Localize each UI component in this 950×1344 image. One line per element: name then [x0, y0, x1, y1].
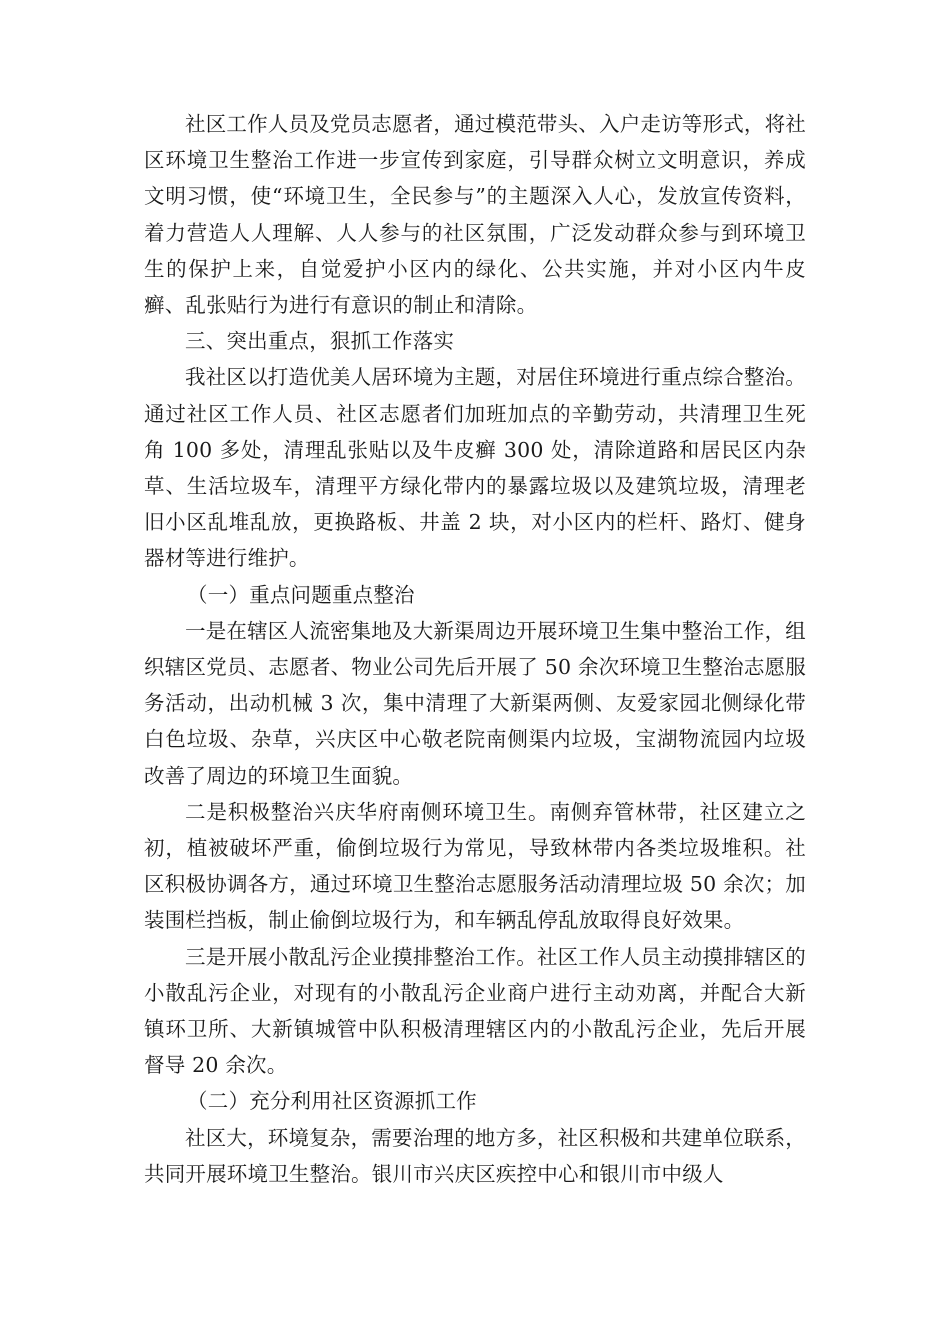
paragraph-item-two: 二是积极整治兴庆华府南侧环境卫生。南侧弃管林带，社区建立之初，植被破坏严重，偷倒垃圾行为常见，导致林带内各类垃圾堆积。社区积极协调各方，通过环境卫生整治志愿服务活动清理垃圾 50 余次；加装围栏挡板，制止偷倒垃圾行为，和车辆乱停乱放取得良好效果。: [144, 799, 806, 933]
paragraph-item-three: 三是开展小散乱污企业摸排整治工作。社区工作人员主动摸排辖区的小散乱污企业，对现有的小散乱污企业商户进行主动劝离，并配合大新镇环卫所、大新镇城管中队积极清理辖区内的小散乱污企业，先后开展督导 20 余次。: [144, 944, 806, 1078]
subheading-two: （二）充分利用社区资源抓工作: [187, 1089, 477, 1114]
document-body: [144, 106, 806, 1192]
paragraph-community-resources: 社区大，环境复杂，需要治理的地方多，社区积极和共建单位联系，共同开展环境卫生整治。银川市兴庆区疾控中心和银川市中级人: [144, 1125, 806, 1186]
paragraph-publicity: 社区工作人员及党员志愿者，通过模范带头、入户走访等形式，将社区环境卫生整治工作进一步宣传到家庭，引导群众树立文明意识，养成文明习惯，使“环境卫生，全民参与”的主题深入人心，发放宣传资料，着力营造人人理解、人人参与的社区氛围，广泛发动群众参与到环境卫生的保护上来，自觉爱护小区内的绿化、公共实施，并对小区内牛皮癣、乱张贴行为进行有意识的制止和清除。: [144, 112, 806, 318]
paragraph-item-one: 一是在辖区人流密集地及大新渠周边开展环境卫生集中整治工作，组织辖区党员、志愿者、物业公司先后开展了 50 余次环境卫生整治志愿服务活动，出动机械 3 次，集中清理了大新渠两侧、友爱家园北侧绿化带白色垃圾、杂草，兴庆区中心敬老院南侧渠内垃圾，宝湖物流园内垃圾改善了周边的环境卫生面貌。: [144, 618, 806, 788]
section-heading-three: 三、突出重点，狠抓工作落实: [185, 329, 455, 354]
subheading-one: （一）重点问题重点整治: [187, 582, 415, 607]
paragraph-key-renovation: 我社区以打造优美人居环境为主题，对居住环境进行重点综合整治。通过社区工作人员、社区志愿者们加班加点的辛勤劳动，共清理卫生死角 100 多处，清理乱张贴以及牛皮癣 300 处，清除道路和居民区内杂草、生活垃圾车，清理平方绿化带内的暴露垃圾以及建筑垃圾，清理老旧小区乱堆乱放，更换路板、井盖 2 块，对小区内的栏杆、路灯、健身器材等进行维护。: [144, 365, 806, 571]
